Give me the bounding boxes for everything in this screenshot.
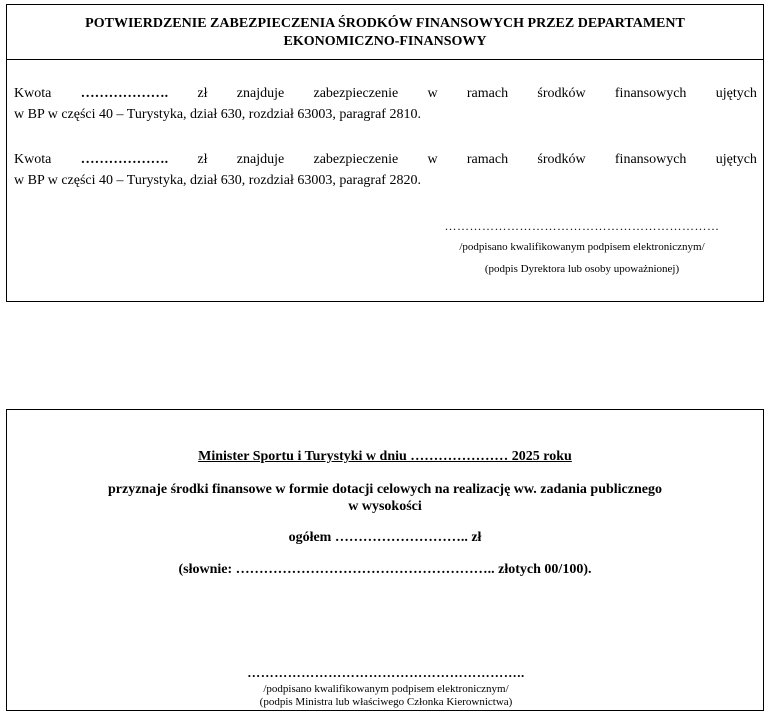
word: Kwota xyxy=(14,152,52,167)
word: zł xyxy=(197,152,208,167)
paragraph-second-line: w BP w części 40 – Turystyka, dział 630, rozdział 63003, paragraf 2820. xyxy=(14,173,421,188)
header-line-2: EKONOMICZNO-FINANSOWY xyxy=(283,34,487,49)
word: w xyxy=(427,152,438,167)
financial-confirmation-box xyxy=(6,4,764,302)
word: w xyxy=(427,86,438,101)
word: środków xyxy=(537,86,586,101)
amount-blank: ………………. xyxy=(80,152,169,167)
word: znajduje xyxy=(236,152,285,167)
word: finansowych xyxy=(614,152,687,167)
word: Kwota xyxy=(14,86,52,101)
director-signature-block xyxy=(417,219,747,276)
confirmation-paragraph-2820 xyxy=(14,149,757,191)
paragraph-first-line xyxy=(14,149,757,170)
signature-role: (podpis Ministra lub właściwego Członka Kierownictwa) xyxy=(259,696,513,708)
word: znajduje xyxy=(236,86,285,101)
grant-statement-line-1: przyznaje środki finansowe w formie dotacji celowych na realizację ww. zadania publicznego xyxy=(108,482,662,497)
minister-signature-block xyxy=(7,666,765,709)
word: zł xyxy=(197,86,208,101)
minister-decision-box xyxy=(6,409,764,711)
word: ramach xyxy=(466,152,509,167)
paragraph-first-line xyxy=(14,83,757,104)
signature-role: (podpis Dyrektora lub osoby upoważnionej) xyxy=(484,263,680,275)
grant-statement-line-2: w wysokości xyxy=(348,499,422,514)
signature-note: /podpisano kwalifikowanym podpisem elektronicznym/ xyxy=(459,241,705,253)
paragraph-second-line: w BP w części 40 – Turystyka, dział 630, rozdział 63003, paragraf 2810. xyxy=(14,107,421,122)
word: ujętych xyxy=(715,86,757,101)
signature-dotted-line: …………………………………………………….. xyxy=(247,665,525,680)
minister-date-line: Minister Sportu i Turystyki w dniu ………………… 2025 roku xyxy=(198,449,572,464)
signature-dotted-line: ………………………………………………………… xyxy=(444,219,720,233)
word: finansowych xyxy=(614,86,687,101)
word: środków xyxy=(537,152,586,167)
confirmation-header xyxy=(7,5,763,60)
amount-in-words-line: (słownie: ……………………………………………….. złotych 00/100). xyxy=(178,562,592,577)
confirmation-paragraph-2810 xyxy=(14,83,757,125)
amount-blank: ………………. xyxy=(80,86,169,101)
word: zabezpieczenie xyxy=(313,86,399,101)
header-line-1: POTWIERDZENIE ZABEZPIECZENIA ŚRODKÓW FINANSOWYCH PRZEZ DEPARTAMENT xyxy=(85,16,685,31)
word: ramach xyxy=(466,86,509,101)
total-amount-line: ogółem ……………………….. zł xyxy=(288,530,482,545)
word: zabezpieczenie xyxy=(313,152,399,167)
signature-note: /podpisano kwalifikowanym podpisem elektronicznym/ xyxy=(263,683,509,695)
word: ujętych xyxy=(715,152,757,167)
